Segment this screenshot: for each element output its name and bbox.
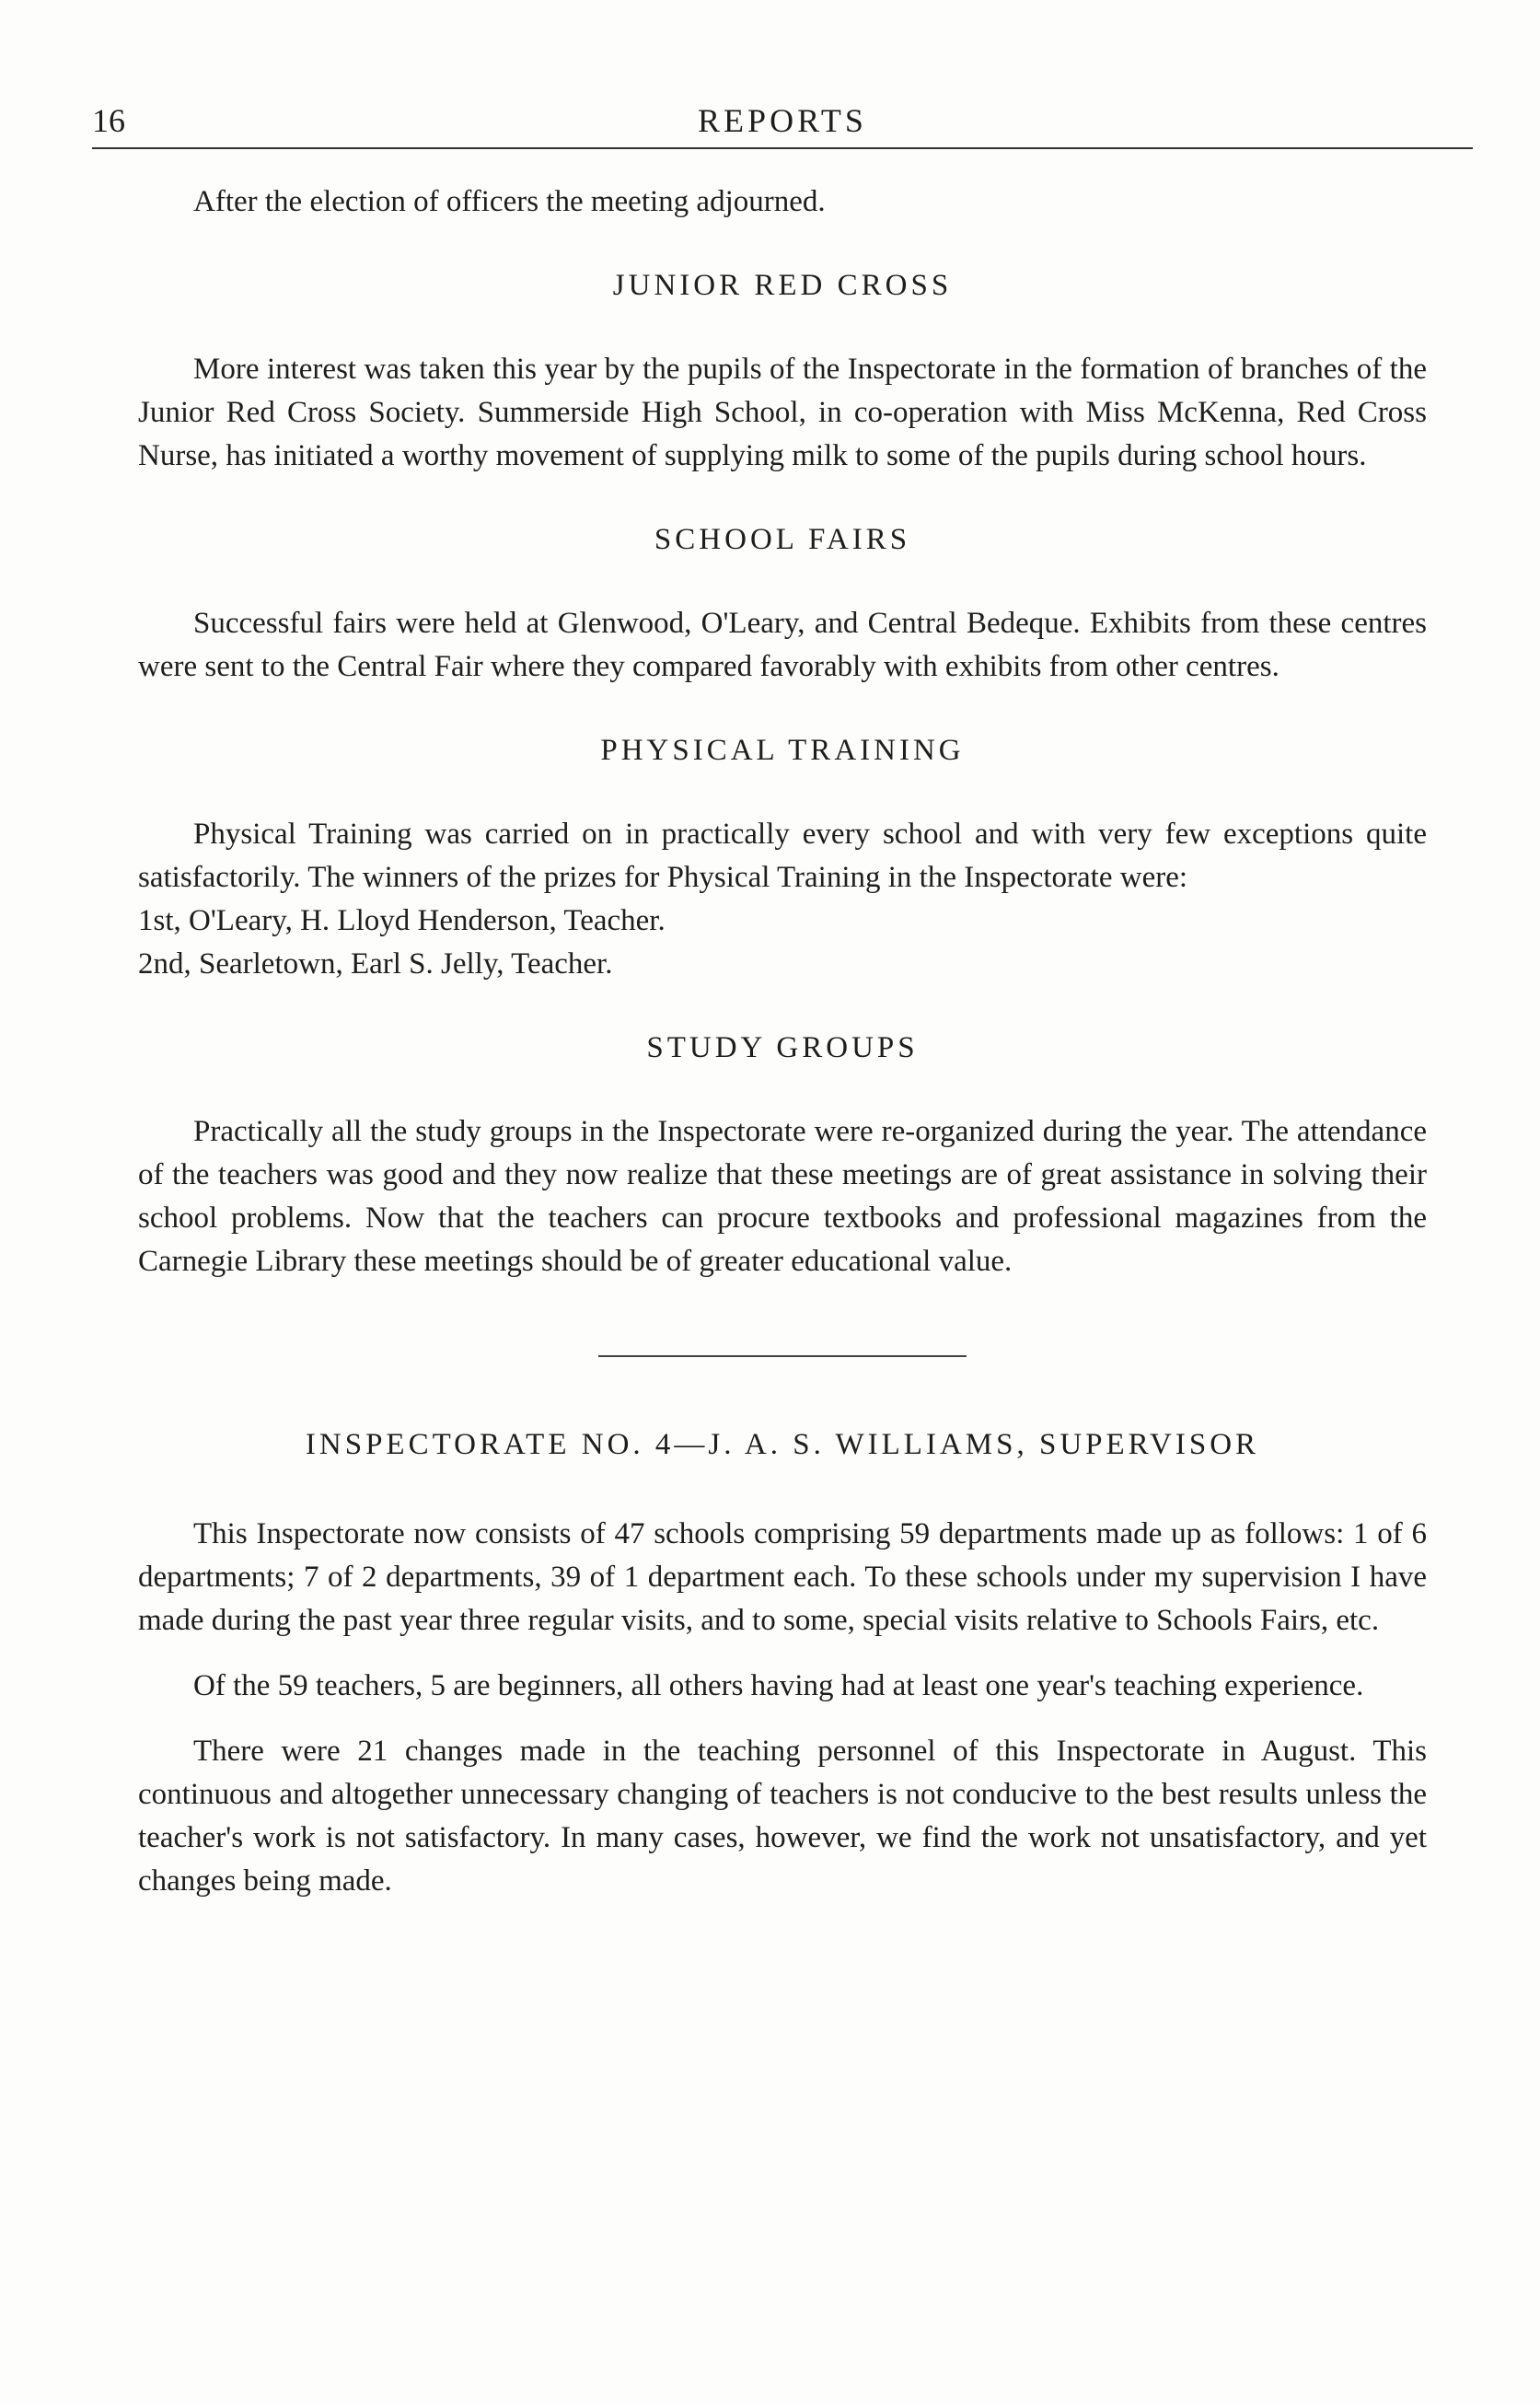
- school-fairs-heading: SCHOOL FAIRS: [654, 523, 911, 556]
- document-page: [92, 92, 1473, 1903]
- junior-red-cross-heading: JUNIOR RED CROSS: [612, 269, 953, 302]
- junior-red-cross-paragraph: More interest was taken this year by the pupils of the Inspectorate in the formation of branches of the Junior Red Cross Society. Summerside High School, in co-operation with Miss McKenna, Red Cross Nurse, has initiated a worthy movement of supplying milk to some of the pupils during school hours.: [138, 353, 1427, 472]
- running-title: REPORTS: [698, 102, 867, 139]
- physical-training-heading: PHYSICAL TRAINING: [600, 734, 965, 767]
- prize-winner-second: 2nd, Searletown, Earl S. Jelly, Teacher.: [138, 947, 613, 981]
- school-fairs-paragraph: Successful fairs were held at Glenwood, O'Leary, and Central Bedeque. Exhibits from these centres were sent to the Central Fair where they compared favorably with exhibits from other centres.: [138, 607, 1427, 683]
- page-body: [138, 180, 1427, 1903]
- inspectorate-heading: INSPECTORATE NO. 4—J. A. S. WILLIAMS, SUPERVISOR: [305, 1428, 1260, 1461]
- inspectorate-paragraph-1: This Inspectorate now consists of 47 schools comprising 59 departments made up as follows: 1 of 6 departments; 7 of 2 departments, 39 of 1 department each. To these schools under my supervision I have made during the past year three regular visits, and to some, special visits relative to Schools Fairs, etc.: [138, 1517, 1427, 1637]
- intro-paragraph: After the election of officers the meeting adjourned.: [193, 185, 826, 218]
- physical-training-paragraph: Physical Training was carried on in practically every school and with very few exceptions quite satisfactorily. The winners of the prizes for Physical Training in the Inspectorate were:: [138, 818, 1427, 894]
- study-groups-paragraph: Practically all the study groups in the Inspectorate were re-organized during the year. The attendance of the teachers was good and they now realize that these meetings are of great assistance in solving their school problems. Now that the teachers can procure textbooks and professional magazines from the Carnegie Library these meetings should be of greater educational value.: [138, 1115, 1427, 1278]
- inspectorate-paragraph-2: Of the 59 teachers, 5 are beginners, all others having had at least one year's teaching experience.: [193, 1669, 1364, 1702]
- prize-winner-first: 1st, O'Leary, H. Lloyd Henderson, Teacher.: [138, 904, 666, 937]
- inspectorate-paragraph-3: There were 21 changes made in the teaching personnel of this Inspectorate in August. This continuous and altogether unnecessary changing of teachers is not conducive to the best results unless the teacher's work is not satisfactory. In many cases, however, we find the work not unsatisfactory, and yet changes being made.: [138, 1735, 1427, 1898]
- page-number: 16: [92, 102, 125, 139]
- section-divider: [598, 1355, 967, 1357]
- running-head: [92, 92, 1473, 149]
- study-groups-heading: STUDY GROUPS: [646, 1031, 919, 1064]
